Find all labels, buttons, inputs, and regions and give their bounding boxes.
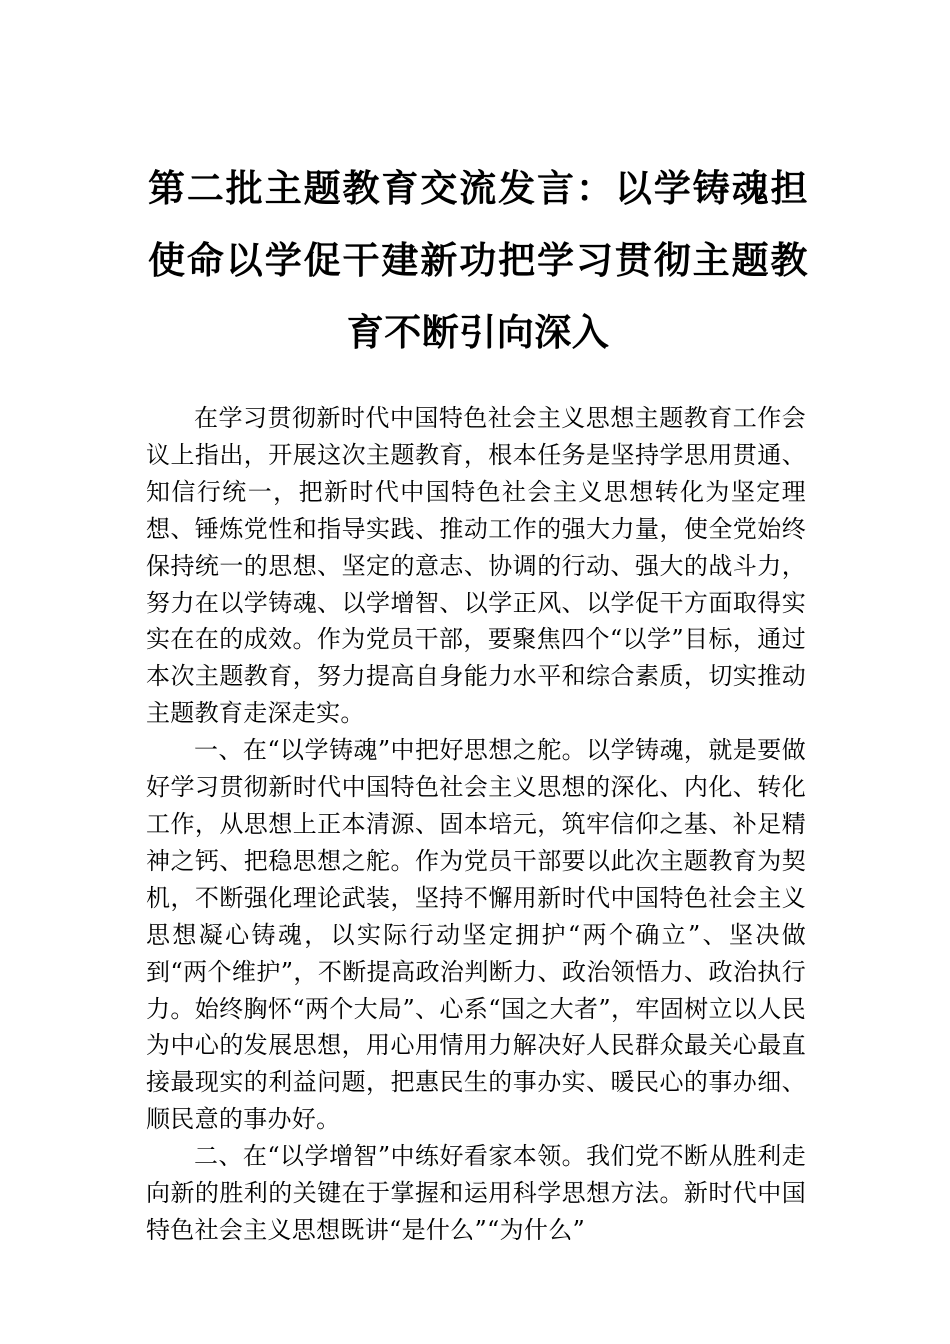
document-body [146,400,806,1249]
paragraph-intro: 在学习贯彻新时代中国特色社会主义思想主题教育工作会议上指出，开展这次主题教育，根本任务是坚持学思用贯通、知信行统一，把新时代中国特色社会主义思想转化为坚定理想、锤炼党性和指导实践、推动工作的强大力量，使全党始终保持统一的思想、坚定的意志、协调的行动、强大的战斗力，努力在以学铸魂、以学增智、以学正风、以学促干方面取得实实在在的成效。作为党员干部，要聚焦四个“以学”目标，通过本次主题教育，努力提高自身能力水平和综合素质，切实推动主题教育走深走实。 [146,404,806,728]
paragraph-section-2: 二、在“以学增智”中练好看家本领。我们党不断从胜利走向新的胜利的关键在于掌握和运用科学思想方法。新时代中国特色社会主义思想既讲“是什么”“为什么” [146,1142,806,1244]
paragraph-section-1: 一、在“以学铸魂”中把好思想之舵。以学铸魂，就是要做好学习贯彻新时代中国特色社会主义思想的深化、内化、转化工作，从思想上正本清源、固本培元，筑牢信仰之基、补足精神之钙、把稳思想之舵。作为党员干部要以此次主题教育为契机，不断强化理论武装，坚持不懈用新时代中国特色社会主义思想凝心铸魂，以实际行动坚定拥护“两个确立”、坚决做到“两个维护”，不断提高政治判断力、政治领悟力、政治执行力。始终胸怀“两个大局”、心系“国之大者”，牢固树立以人民为中心的发展思想，用心用情用力解决好人民群众最关心最直接最现实的利益问题，把惠民生的事办实、暖民心的事办细、顺民意的事办好。 [146,736,806,1134]
document-title: 第二批主题教育交流发言：以学铸魂担使命以学促干建新功把学习贯彻主题教育不断引向深入 [148,166,808,354]
